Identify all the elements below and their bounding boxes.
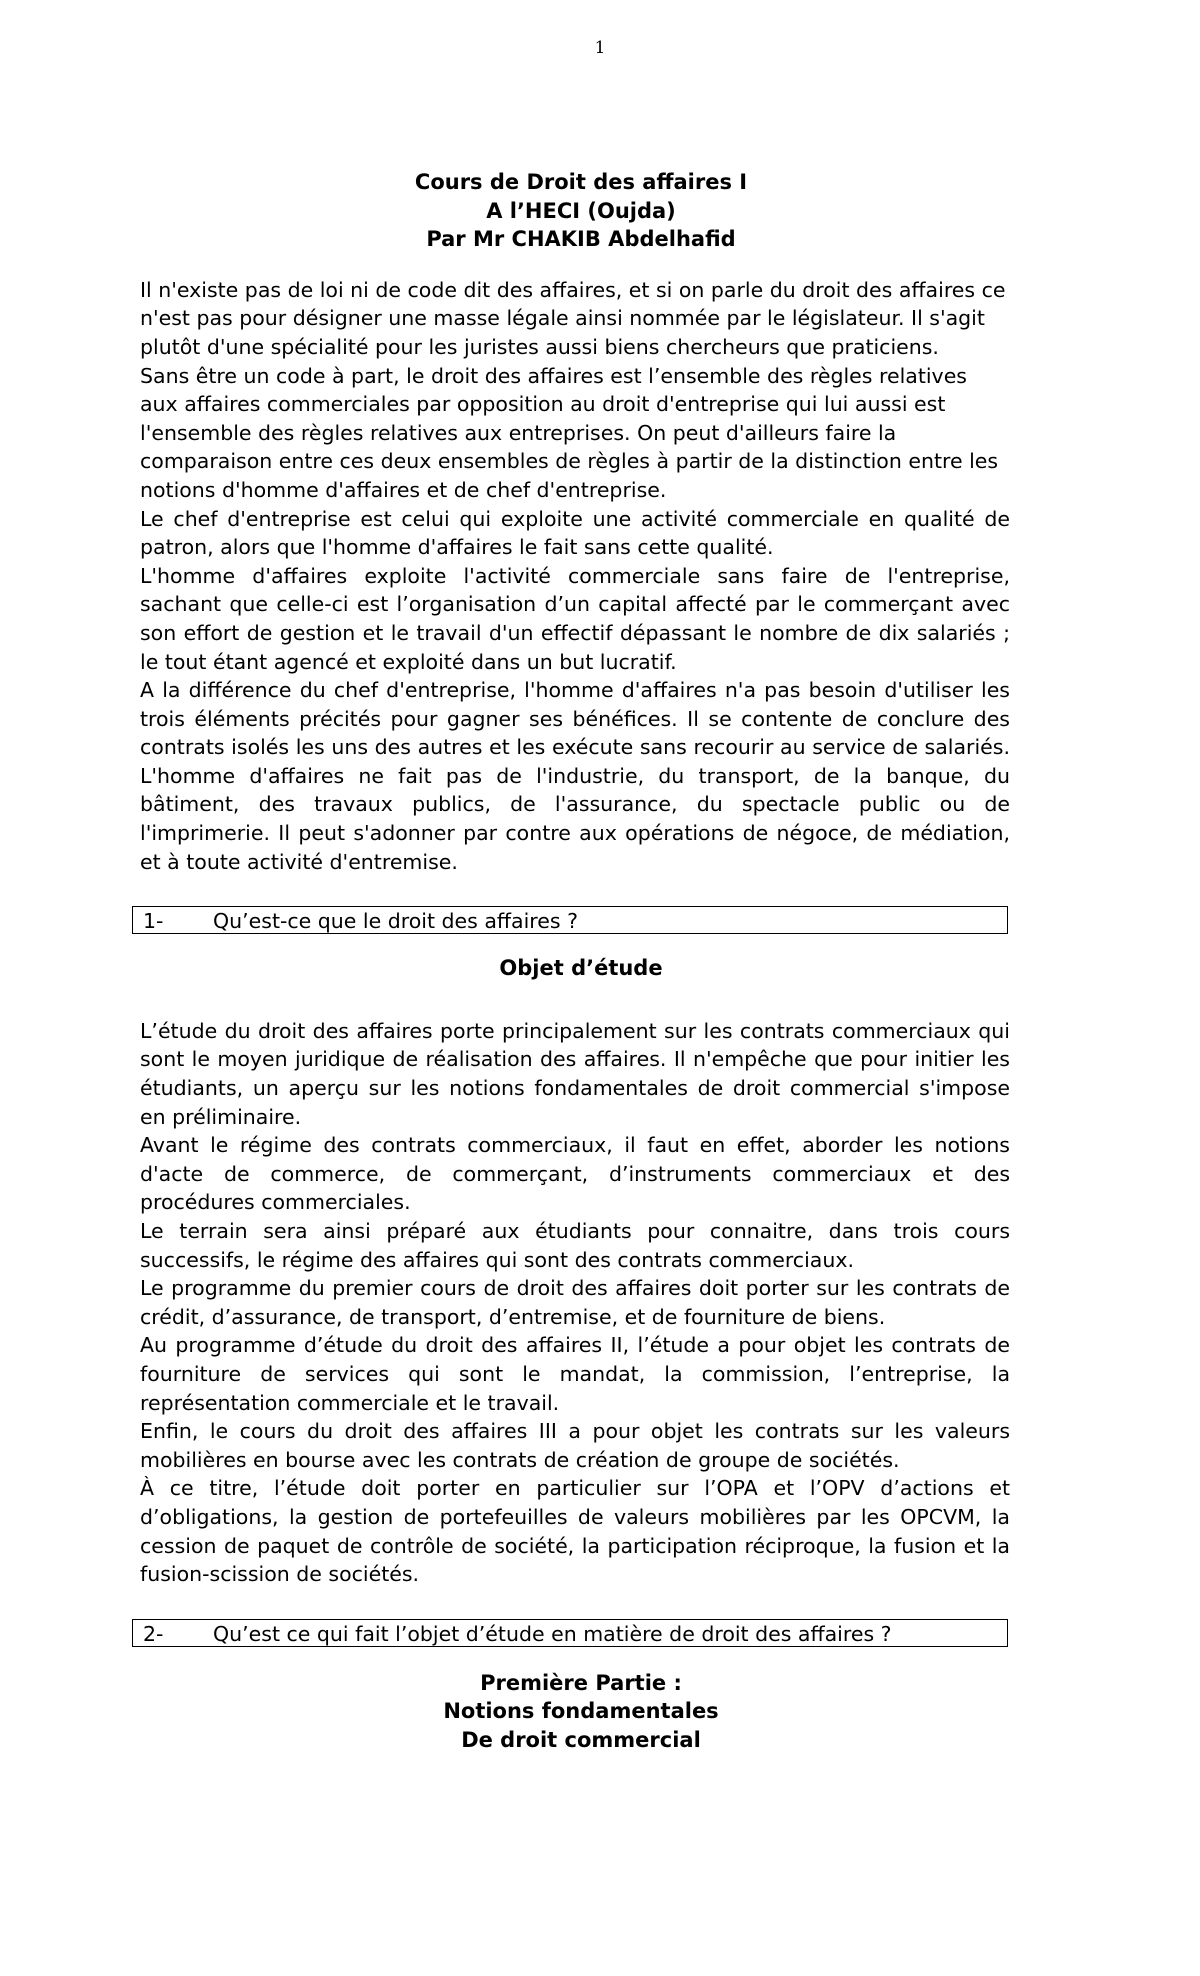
objet-paragraph: Enfin, le cours du droit des affaires III a pour objet les contrats sur les valeurs mobilières en bourse avec les contrats de création de groupe de sociétés. (140, 1419, 1010, 1472)
document-title (152, 168, 1010, 254)
question-number: 1- (143, 909, 164, 934)
question-text: Qu’est-ce que le droit des affaires ? (213, 909, 578, 934)
question-number: 2- (143, 1621, 164, 1646)
part-heading (152, 1669, 1010, 1755)
intro-paragraph: Sans être un code à part, le droit des affaires est l’ensemble des règles relatives aux affaires commerciales par opposition au droit d'entreprise qui lui aussi est l'ensemble des règles relatives aux entreprises. On peut d'ailleurs faire la comparaison entre ces deux ensembles de règles à partir de la distinction entre les notions d'homme d'affaires et de chef d'entreprise. (140, 363, 999, 502)
objet-paragraph: Le terrain sera ainsi préparé aux étudiants pour connaitre, dans trois cours successifs, le régime des affaires qui sont des contrats commerciaux. (140, 1219, 1010, 1272)
page-number: 1 (594, 38, 606, 58)
intro-paragraph: A la différence du chef d'entreprise, l'homme d'affaires n'a pas besoin d'utiliser les trois éléments précités pour gagner ses bénéfices. Il se contente de conclure des contrats isolés les uns des autres et les exécute sans recourir au service de salariés. L'homme d'affaires ne fait pas de l'industrie, du transport, de la banque, du bâtiment, des travaux publics, de l'assurance, du spectacle public ou de l'imprimerie. Il peut s'adonner par contre aux opérations de négoce, de médiation, et à toute activité d'entremise. (140, 678, 1010, 874)
question-box-1 (132, 906, 1008, 934)
section-heading-objet: Objet d’étude (499, 956, 663, 981)
title-line-author: Par Mr CHAKIB Abdelhafid (426, 227, 736, 252)
objet-paragraph: Au programme d’étude du droit des affaires II, l’étude a pour objet les contrats de fourniture de services qui sont le mandat, la commission, l’entreprise, la représentation commerciale et le travail. (140, 1333, 1010, 1415)
document-body (140, 168, 1010, 1755)
objet-paragraph: Avant le régime des contrats commerciaux, il faut en effet, aborder les notions d'acte de commerce, de commerçant, d’instruments commerciaux et des procédures commerciales. (140, 1133, 1010, 1215)
part-heading-line: Première Partie : (480, 1670, 682, 1695)
intro-paragraph: Il n'existe pas de loi ni de code dit des affaires, et si on parle du droit des affaires ce n'est pas pour désigner une masse légale ainsi nommée par le législateur. Il s'agit plutôt d'une spécialité pour les juristes aussi biens chercheurs que praticiens. (140, 277, 1006, 359)
part-heading-line: Notions fondamentales (443, 1699, 719, 1724)
intro-paragraph: L'homme d'affaires exploite l'activité commerciale sans faire de l'entreprise, sachant que celle-ci est l’organisation d’un capital affecté par le commerçant avec son effort de gestion et le travail d'un effectif dépassant le nombre de dix salariés ; le tout étant agencé et exploité dans un but lucratif. (140, 563, 1010, 674)
part-heading-line: De droit commercial (461, 1727, 701, 1752)
objet-paragraph: L’étude du droit des affaires porte principalement sur les contrats commerciaux qui sont le moyen juridique de réalisation des affaires. Il n'empêche que pour initier les étudiants, un aperçu sur les notions fondamentales de droit commercial s'impose en préliminaire. (140, 1018, 1010, 1129)
title-line-course: Cours de Droit des affaires I (414, 170, 748, 194)
question-box-2 (132, 1619, 1008, 1647)
title-line-school: A l’HECI (Oujda) (486, 198, 676, 223)
objet-paragraph: À ce titre, l’étude doit porter en particulier sur l’OPA et l’OPV d’actions et d’obligations, la gestion de portefeuilles de valeurs mobilières par les OPCVM, la cession de paquet de contrôle de société, la participation réciproque, la fusion et la fusion-scission de sociétés. (140, 1476, 1010, 1587)
intro-paragraph: Le chef d'entreprise est celui qui exploite une activité commerciale en qualité de patron, alors que l'homme d'affaires le fait sans cette qualité. (140, 506, 1010, 560)
objet-paragraph: Le programme du premier cours de droit des affaires doit porter sur les contrats de crédit, d’assurance, de transport, d’entremise, et de fourniture de biens. (140, 1276, 1010, 1329)
question-text: Qu’est ce qui fait l’objet d’étude en matière de droit des affaires ? (213, 1621, 892, 1646)
